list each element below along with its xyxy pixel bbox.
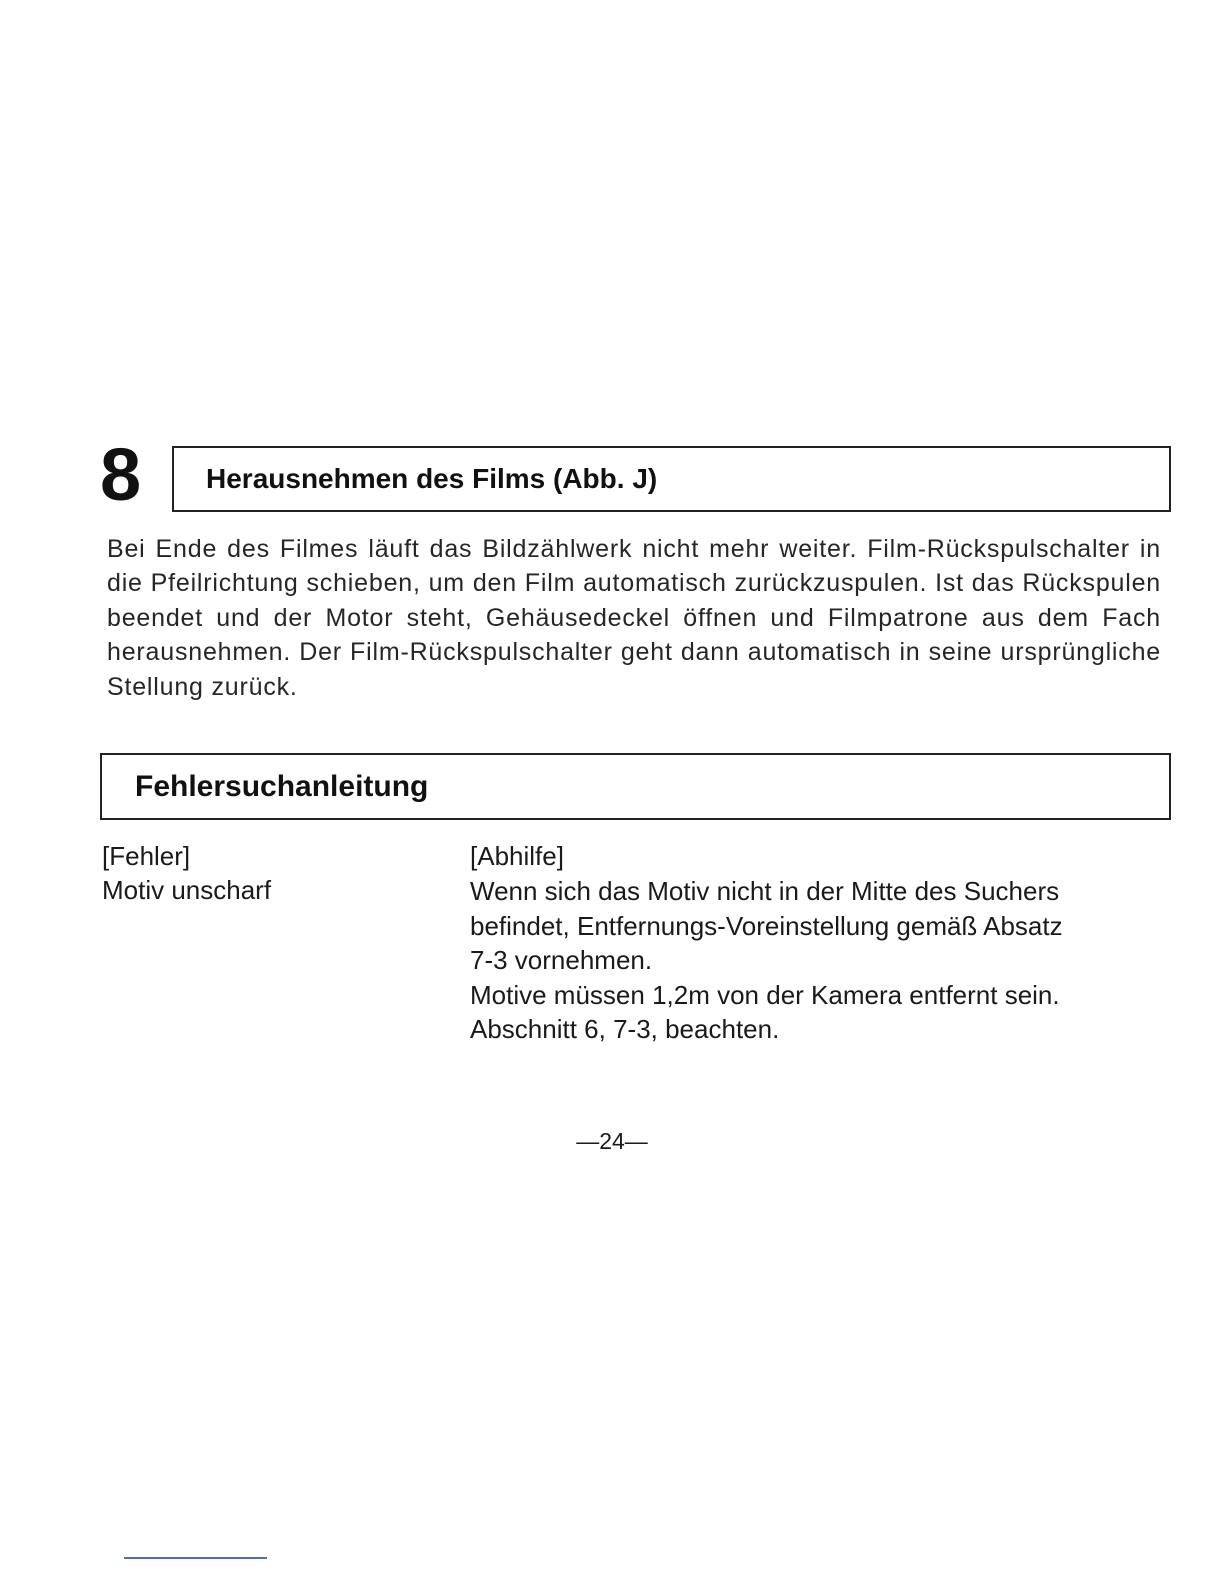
section-number: 8 (100, 433, 142, 516)
remedy-line: befindet, Entfernungs-Voreinstellung gemäß Absatz (470, 910, 1063, 941)
fault-entry: Motiv unscharf (102, 875, 272, 905)
footer-divider (124, 1557, 267, 1559)
remedy-line: Motive müssen 1,2m von der Kamera entfernt sein. (470, 979, 1060, 1010)
remedy-entry (470, 874, 1175, 1047)
section-heading-box (172, 446, 1171, 512)
troubleshooting-title: Fehlersuchanleitung (135, 769, 429, 803)
page-number: —24— (576, 1128, 648, 1154)
troubleshooting-heading-box (100, 753, 1171, 820)
remedy-line: Wenn sich das Motiv nicht in der Mitte des Suchers (470, 876, 1060, 906)
remedy-line: Abschnitt 6, 7-3, beachten. (470, 1014, 780, 1044)
fault-column-header: [Fehler] (102, 841, 191, 871)
section-body-paragraph: Bei Ende des Filmes läuft das Bildzählwerk nicht mehr weiter. Film-Rückspulschalter in die Pfeilrichtung schieben, um den Film automatisch zurückzuspulen. Ist das Rückspulen beendet und der Motor steht, Gehäusedeckel öffnen und Filmpatrone aus dem Fach herausnehmen. Der Film-Rückspulschalter geht dann automatisch in seine ursprüngliche Stellung zurück. (107, 535, 1161, 701)
remedy-column-header: [Abhilfe] (470, 841, 564, 871)
section-title: Herausnehmen des Films (Abb. J) (206, 463, 658, 494)
remedy-line: 7-3 vornehmen. (470, 945, 653, 975)
